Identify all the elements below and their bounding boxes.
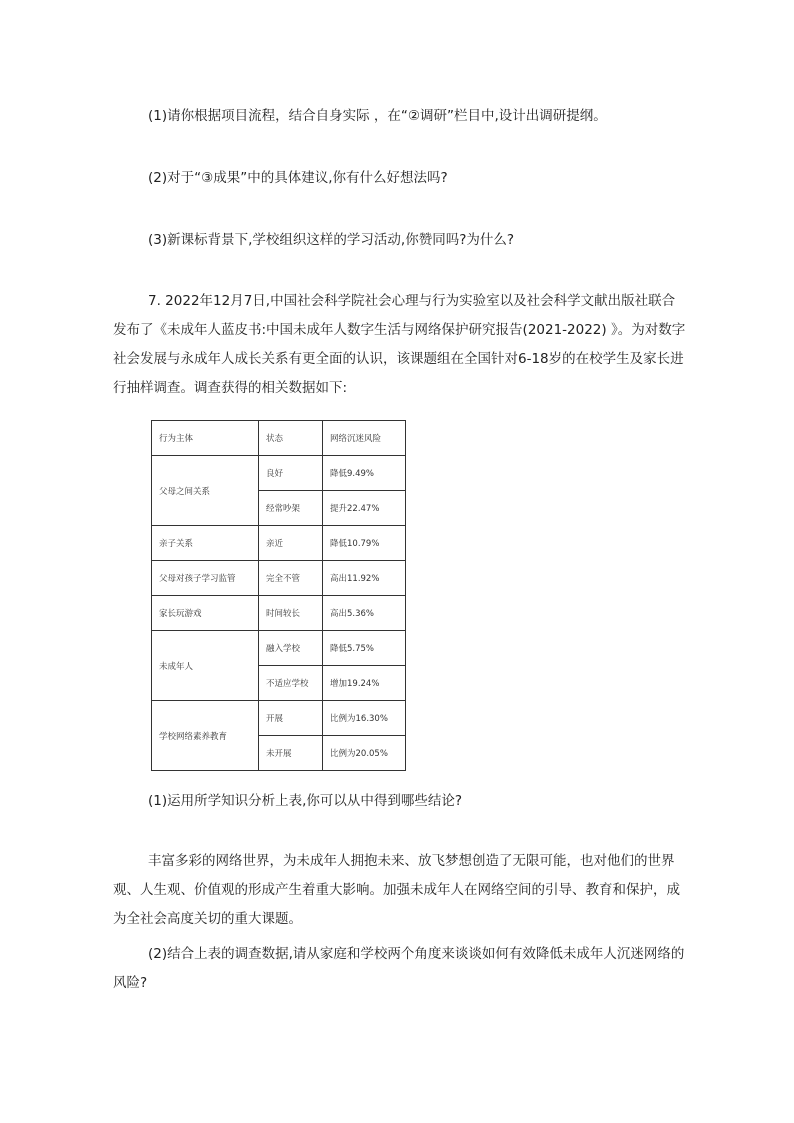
table-cell-status: 亲近 bbox=[259, 526, 323, 561]
table-cell-risk: 比例为20.05% bbox=[323, 736, 406, 771]
table-cell-risk: 降低5.75% bbox=[323, 631, 406, 666]
table-cell-status: 开展 bbox=[259, 701, 323, 736]
question-1: (1)请你根据项目流程，结合自身实际 ，在“②调研”栏目中,设计出调研提纲。 bbox=[148, 108, 607, 124]
table-row bbox=[152, 561, 406, 596]
table-row bbox=[152, 631, 406, 666]
table-cell-status: 未开展 bbox=[259, 736, 323, 771]
table-cell-risk: 降低9.49% bbox=[323, 456, 406, 491]
table-cell-status: 融入学校 bbox=[259, 631, 323, 666]
table-cell-status: 完全不管 bbox=[259, 561, 323, 596]
table-cell-status: 良好 bbox=[259, 456, 323, 491]
table-header-row bbox=[152, 421, 406, 456]
question-7-passage: 丰富多彩的网络世界，为未成年人拥抱未来、放飞梦想创造了无限可能，也对他们的世界观、人生观、价值观的形成产生着重大影响。加强未成年人在网络空间的引导、教育和保护，成为全社会高度关切的重大课题。 bbox=[113, 853, 680, 927]
table-row bbox=[152, 701, 406, 736]
table-cell-status: 时间较长 bbox=[259, 596, 323, 631]
header-subject: 行为主体 bbox=[152, 421, 259, 456]
header-status: 状态 bbox=[259, 421, 323, 456]
table-cell-risk: 降低10.79% bbox=[323, 526, 406, 561]
table-cell-risk: 比例为16.30% bbox=[323, 701, 406, 736]
question-7-intro: 7. 2022年12月7日,中国社会科学院社会心理与行为实验室以及社会科学文献出版社联合发布了《未成年人蓝皮书:中国未成年人数字生活与网络保护研究报告(2021-2022) 》。为对数字社会发展与永成年人成长关系有更全面的认识，该课题组在全国针对6-18岁的在校学生及家长进行抽样调查。调查获得的相关数据如下: bbox=[113, 293, 686, 396]
table-row bbox=[152, 526, 406, 561]
table-cell-subject: 父母对孩子学习监管 bbox=[152, 561, 259, 596]
table-row bbox=[152, 596, 406, 631]
question-7-sub-1: (1)运用所学知识分析上表,你可以从中得到哪些结论? bbox=[148, 793, 463, 809]
table-cell-risk: 增加19.24% bbox=[323, 666, 406, 701]
survey-table bbox=[151, 420, 406, 771]
table-cell-subject: 学校网络素养教育 bbox=[152, 701, 259, 771]
table-cell-status: 不适应学校 bbox=[259, 666, 323, 701]
table-row bbox=[152, 456, 406, 491]
question-2: (2)对于“③成果”中的具体建议,你有什么好想法吗? bbox=[148, 170, 448, 186]
table-cell-subject: 亲子关系 bbox=[152, 526, 259, 561]
question-7-sub-2: (2)结合上表的调查数据,请从家庭和学校两个角度来谈谈如何有效降低未成年人沉迷网络的风险? bbox=[113, 946, 685, 991]
table-cell-subject: 家长玩游戏 bbox=[152, 596, 259, 631]
table-cell-risk: 高出11.92% bbox=[323, 561, 406, 596]
table-cell-subject: 未成年人 bbox=[152, 631, 259, 701]
table-cell-status: 经常吵架 bbox=[259, 491, 323, 526]
question-3: (3)新课标背景下,学校组织这样的学习活动,你赞同吗?为什么? bbox=[148, 232, 515, 248]
table-cell-subject: 父母之间关系 bbox=[152, 456, 259, 526]
header-risk: 网络沉迷风险 bbox=[323, 421, 406, 456]
table-cell-risk: 提升22.47% bbox=[323, 491, 406, 526]
table-cell-risk: 高出5.36% bbox=[323, 596, 406, 631]
